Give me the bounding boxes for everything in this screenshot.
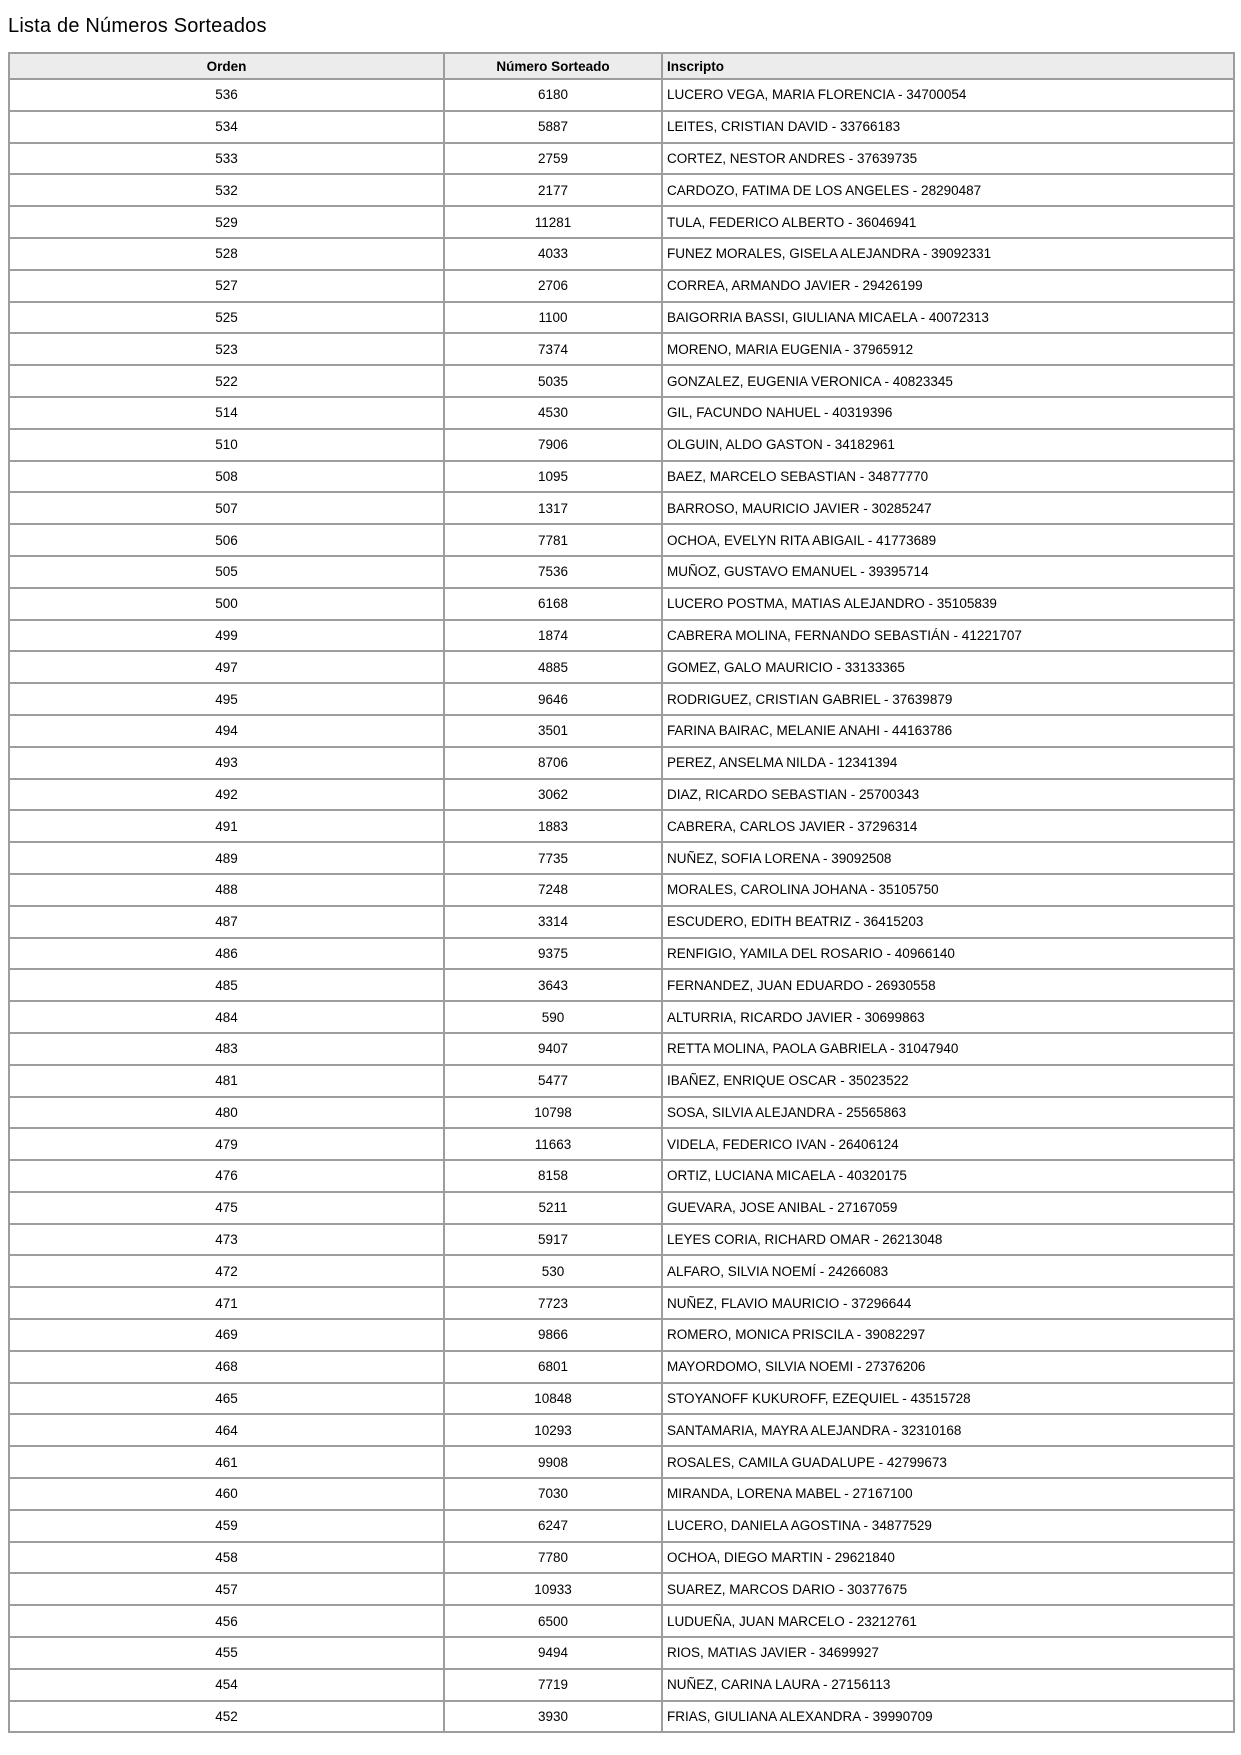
- orden-cell: 507: [9, 492, 444, 524]
- table-header-row: [9, 53, 1234, 79]
- inscripto-cell: CORTEZ, NESTOR ANDRES - 37639735: [662, 143, 1234, 175]
- table-row: [9, 620, 1234, 652]
- table-row: [9, 333, 1234, 365]
- inscripto-cell: VIDELA, FEDERICO IVAN - 26406124: [662, 1128, 1234, 1160]
- orden-cell: 471: [9, 1287, 444, 1319]
- inscripto-cell: RENFIGIO, YAMILA DEL ROSARIO - 40966140: [662, 938, 1234, 970]
- table-row: [9, 969, 1234, 1001]
- inscripto-cell: MIRANDA, LORENA MABEL - 27167100: [662, 1478, 1234, 1510]
- table-row: [9, 1192, 1234, 1224]
- orden-cell: 484: [9, 1001, 444, 1033]
- column-header-orden: Orden: [9, 53, 444, 79]
- orden-cell: 534: [9, 111, 444, 143]
- numero-sorteado-cell: 9407: [444, 1033, 662, 1065]
- numero-sorteado-cell: 530: [444, 1255, 662, 1287]
- numero-sorteado-cell: 4530: [444, 397, 662, 429]
- numero-sorteado-cell: 1874: [444, 620, 662, 652]
- table-row: [9, 938, 1234, 970]
- numero-sorteado-cell: 1095: [444, 461, 662, 493]
- numero-sorteado-cell: 3314: [444, 906, 662, 938]
- orden-cell: 492: [9, 779, 444, 811]
- inscripto-cell: ORTIZ, LUCIANA MICAELA - 40320175: [662, 1160, 1234, 1192]
- numero-sorteado-cell: 2177: [444, 174, 662, 206]
- orden-cell: 465: [9, 1383, 444, 1415]
- numero-sorteado-cell: 5917: [444, 1224, 662, 1256]
- numero-sorteado-cell: 6168: [444, 588, 662, 620]
- orden-cell: 486: [9, 938, 444, 970]
- orden-cell: 480: [9, 1097, 444, 1129]
- inscripto-cell: CABRERA MOLINA, FERNANDO SEBASTIÁN - 41221707: [662, 620, 1234, 652]
- table-row: [9, 1128, 1234, 1160]
- inscripto-cell: BAIGORRIA BASSI, GIULIANA MICAELA - 40072313: [662, 302, 1234, 334]
- orden-cell: 533: [9, 143, 444, 175]
- numero-sorteado-cell: 3501: [444, 715, 662, 747]
- table-row: [9, 397, 1234, 429]
- table-row: [9, 588, 1234, 620]
- numero-sorteado-cell: 7719: [444, 1669, 662, 1701]
- inscripto-cell: NUÑEZ, CARINA LAURA - 27156113: [662, 1669, 1234, 1701]
- table-row: [9, 79, 1234, 111]
- numero-sorteado-cell: 3062: [444, 779, 662, 811]
- inscripto-cell: SUAREZ, MARCOS DARIO - 30377675: [662, 1573, 1234, 1605]
- numero-sorteado-cell: 590: [444, 1001, 662, 1033]
- inscripto-cell: OCHOA, EVELYN RITA ABIGAIL - 41773689: [662, 524, 1234, 556]
- orden-cell: 458: [9, 1542, 444, 1574]
- orden-cell: 468: [9, 1351, 444, 1383]
- page-title: Lista de Números Sorteados: [8, 15, 267, 37]
- inscripto-cell: NUÑEZ, SOFIA LORENA - 39092508: [662, 842, 1234, 874]
- inscripto-cell: NUÑEZ, FLAVIO MAURICIO - 37296644: [662, 1287, 1234, 1319]
- table-row: [9, 1033, 1234, 1065]
- column-header-numero-sorteado: Número Sorteado: [444, 53, 662, 79]
- numero-sorteado-cell: 9908: [444, 1446, 662, 1478]
- inscripto-cell: TULA, FEDERICO ALBERTO - 36046941: [662, 206, 1234, 238]
- numero-sorteado-cell: 7536: [444, 556, 662, 588]
- inscripto-cell: MORALES, CAROLINA JOHANA - 35105750: [662, 874, 1234, 906]
- inscripto-cell: FARINA BAIRAC, MELANIE ANAHI - 44163786: [662, 715, 1234, 747]
- table-row: [9, 810, 1234, 842]
- inscripto-cell: MUÑOZ, GUSTAVO EMANUEL - 39395714: [662, 556, 1234, 588]
- inscripto-cell: LUCERO POSTMA, MATIAS ALEJANDRO - 35105839: [662, 588, 1234, 620]
- orden-cell: 523: [9, 333, 444, 365]
- inscripto-cell: SANTAMARIA, MAYRA ALEJANDRA - 32310168: [662, 1414, 1234, 1446]
- orden-cell: 522: [9, 365, 444, 397]
- numero-sorteado-cell: 1100: [444, 302, 662, 334]
- orden-cell: 514: [9, 397, 444, 429]
- numero-sorteado-cell: 7374: [444, 333, 662, 365]
- table-row: [9, 1287, 1234, 1319]
- orden-cell: 479: [9, 1128, 444, 1160]
- numero-sorteado-cell: 4885: [444, 651, 662, 683]
- orden-cell: 491: [9, 810, 444, 842]
- numero-sorteado-cell: 6500: [444, 1605, 662, 1637]
- orden-cell: 454: [9, 1669, 444, 1701]
- orden-cell: 527: [9, 270, 444, 302]
- inscripto-cell: RODRIGUEZ, CRISTIAN GABRIEL - 37639879: [662, 683, 1234, 715]
- table-row: [9, 429, 1234, 461]
- table-row: [9, 174, 1234, 206]
- orden-cell: 455: [9, 1637, 444, 1669]
- table-row: [9, 270, 1234, 302]
- orden-cell: 464: [9, 1414, 444, 1446]
- table-row: [9, 747, 1234, 779]
- orden-cell: 495: [9, 683, 444, 715]
- orden-cell: 481: [9, 1065, 444, 1097]
- numero-sorteado-cell: 7735: [444, 842, 662, 874]
- inscripto-cell: RIOS, MATIAS JAVIER - 34699927: [662, 1637, 1234, 1669]
- inscripto-cell: LEYES CORIA, RICHARD OMAR - 26213048: [662, 1224, 1234, 1256]
- orden-cell: 532: [9, 174, 444, 206]
- numero-sorteado-cell: 10848: [444, 1383, 662, 1415]
- orden-cell: 483: [9, 1033, 444, 1065]
- orden-cell: 525: [9, 302, 444, 334]
- table-row: [9, 524, 1234, 556]
- orden-cell: 457: [9, 1573, 444, 1605]
- inscripto-cell: LUCERO VEGA, MARIA FLORENCIA - 34700054: [662, 79, 1234, 111]
- orden-cell: 505: [9, 556, 444, 588]
- numero-sorteado-cell: 9866: [444, 1319, 662, 1351]
- table-body: [9, 79, 1234, 1732]
- numero-sorteado-cell: 6247: [444, 1510, 662, 1542]
- inscripto-cell: BARROSO, MAURICIO JAVIER - 30285247: [662, 492, 1234, 524]
- table-row: [9, 1351, 1234, 1383]
- inscripto-cell: CABRERA, CARLOS JAVIER - 37296314: [662, 810, 1234, 842]
- inscripto-cell: OCHOA, DIEGO MARTIN - 29621840: [662, 1542, 1234, 1574]
- inscripto-cell: MORENO, MARIA EUGENIA - 37965912: [662, 333, 1234, 365]
- table-row: [9, 1319, 1234, 1351]
- inscripto-cell: GONZALEZ, EUGENIA VERONICA - 40823345: [662, 365, 1234, 397]
- table-row: [9, 651, 1234, 683]
- orden-cell: 510: [9, 429, 444, 461]
- table-row: [9, 461, 1234, 493]
- inscripto-cell: GOMEZ, GALO MAURICIO - 33133365: [662, 651, 1234, 683]
- numero-sorteado-cell: 5887: [444, 111, 662, 143]
- orden-cell: 528: [9, 238, 444, 270]
- orden-cell: 460: [9, 1478, 444, 1510]
- numero-sorteado-cell: 8158: [444, 1160, 662, 1192]
- orden-cell: 473: [9, 1224, 444, 1256]
- orden-cell: 494: [9, 715, 444, 747]
- column-header-inscripto: Inscripto: [662, 53, 1234, 79]
- numero-sorteado-cell: 7780: [444, 1542, 662, 1574]
- inscripto-cell: ROSALES, CAMILA GUADALUPE - 42799673: [662, 1446, 1234, 1478]
- table-row: [9, 1478, 1234, 1510]
- inscripto-cell: LUCERO, DANIELA AGOSTINA - 34877529: [662, 1510, 1234, 1542]
- inscripto-cell: STOYANOFF KUKUROFF, EZEQUIEL - 43515728: [662, 1383, 1234, 1415]
- orden-cell: 475: [9, 1192, 444, 1224]
- inscripto-cell: FUNEZ MORALES, GISELA ALEJANDRA - 39092331: [662, 238, 1234, 270]
- table-row: [9, 302, 1234, 334]
- table-row: [9, 1097, 1234, 1129]
- numero-sorteado-cell: 10798: [444, 1097, 662, 1129]
- numero-sorteado-cell: 9375: [444, 938, 662, 970]
- table-row: [9, 365, 1234, 397]
- sorted-numbers-table: [8, 52, 1235, 1733]
- table-row: [9, 111, 1234, 143]
- numero-sorteado-cell: 2706: [444, 270, 662, 302]
- numero-sorteado-cell: 1317: [444, 492, 662, 524]
- orden-cell: 506: [9, 524, 444, 556]
- numero-sorteado-cell: 3643: [444, 969, 662, 1001]
- table-row: [9, 492, 1234, 524]
- table-row: [9, 1573, 1234, 1605]
- orden-cell: 487: [9, 906, 444, 938]
- orden-cell: 456: [9, 1605, 444, 1637]
- inscripto-cell: OLGUIN, ALDO GASTON - 34182961: [662, 429, 1234, 461]
- table-row: [9, 1542, 1234, 1574]
- orden-cell: 459: [9, 1510, 444, 1542]
- table-row: [9, 1414, 1234, 1446]
- numero-sorteado-cell: 9646: [444, 683, 662, 715]
- numero-sorteado-cell: 9494: [444, 1637, 662, 1669]
- inscripto-cell: IBAÑEZ, ENRIQUE OSCAR - 35023522: [662, 1065, 1234, 1097]
- inscripto-cell: ESCUDERO, EDITH BEATRIZ - 36415203: [662, 906, 1234, 938]
- orden-cell: 500: [9, 588, 444, 620]
- numero-sorteado-cell: 11281: [444, 206, 662, 238]
- orden-cell: 485: [9, 969, 444, 1001]
- inscripto-cell: BAEZ, MARCELO SEBASTIAN - 34877770: [662, 461, 1234, 493]
- orden-cell: 452: [9, 1701, 444, 1733]
- inscripto-cell: PEREZ, ANSELMA NILDA - 12341394: [662, 747, 1234, 779]
- orden-cell: 488: [9, 874, 444, 906]
- inscripto-cell: RETTA MOLINA, PAOLA GABRIELA - 31047940: [662, 1033, 1234, 1065]
- numero-sorteado-cell: 5211: [444, 1192, 662, 1224]
- table-row: [9, 1510, 1234, 1542]
- table-row: [9, 1001, 1234, 1033]
- table-row: [9, 1701, 1234, 1733]
- numero-sorteado-cell: 7723: [444, 1287, 662, 1319]
- inscripto-cell: GUEVARA, JOSE ANIBAL - 27167059: [662, 1192, 1234, 1224]
- numero-sorteado-cell: 3930: [444, 1701, 662, 1733]
- orden-cell: 497: [9, 651, 444, 683]
- inscripto-cell: ALFARO, SILVIA NOEMÍ - 24266083: [662, 1255, 1234, 1287]
- inscripto-cell: ROMERO, MONICA PRISCILA - 39082297: [662, 1319, 1234, 1351]
- table-row: [9, 1065, 1234, 1097]
- orden-cell: 489: [9, 842, 444, 874]
- table-row: [9, 906, 1234, 938]
- table-row: [9, 1637, 1234, 1669]
- numero-sorteado-cell: 5035: [444, 365, 662, 397]
- table-row: [9, 1446, 1234, 1478]
- numero-sorteado-cell: 11663: [444, 1128, 662, 1160]
- numero-sorteado-cell: 10933: [444, 1573, 662, 1605]
- table-row: [9, 842, 1234, 874]
- inscripto-cell: CARDOZO, FATIMA DE LOS ANGELES - 28290487: [662, 174, 1234, 206]
- numero-sorteado-cell: 7906: [444, 429, 662, 461]
- numero-sorteado-cell: 7248: [444, 874, 662, 906]
- table-row: [9, 238, 1234, 270]
- orden-cell: 499: [9, 620, 444, 652]
- table-row: [9, 779, 1234, 811]
- orden-cell: 536: [9, 79, 444, 111]
- table-row: [9, 874, 1234, 906]
- numero-sorteado-cell: 7030: [444, 1478, 662, 1510]
- table-row: [9, 1224, 1234, 1256]
- table-row: [9, 1160, 1234, 1192]
- table-row: [9, 715, 1234, 747]
- inscripto-cell: DIAZ, RICARDO SEBASTIAN - 25700343: [662, 779, 1234, 811]
- table-row: [9, 1605, 1234, 1637]
- inscripto-cell: SOSA, SILVIA ALEJANDRA - 25565863: [662, 1097, 1234, 1129]
- table-row: [9, 556, 1234, 588]
- inscripto-cell: LUDUEÑA, JUAN MARCELO - 23212761: [662, 1605, 1234, 1637]
- orden-cell: 469: [9, 1319, 444, 1351]
- table-row: [9, 1383, 1234, 1415]
- inscripto-cell: FERNANDEZ, JUAN EDUARDO - 26930558: [662, 969, 1234, 1001]
- orden-cell: 472: [9, 1255, 444, 1287]
- table-row: [9, 1669, 1234, 1701]
- orden-cell: 529: [9, 206, 444, 238]
- inscripto-cell: MAYORDOMO, SILVIA NOEMI - 27376206: [662, 1351, 1234, 1383]
- table-row: [9, 206, 1234, 238]
- numero-sorteado-cell: 6801: [444, 1351, 662, 1383]
- numero-sorteado-cell: 5477: [444, 1065, 662, 1097]
- numero-sorteado-cell: 7781: [444, 524, 662, 556]
- table-row: [9, 1255, 1234, 1287]
- inscripto-cell: GIL, FACUNDO NAHUEL - 40319396: [662, 397, 1234, 429]
- inscripto-cell: FRIAS, GIULIANA ALEXANDRA - 39990709: [662, 1701, 1234, 1733]
- numero-sorteado-cell: 4033: [444, 238, 662, 270]
- table-row: [9, 683, 1234, 715]
- inscripto-cell: ALTURRIA, RICARDO JAVIER - 30699863: [662, 1001, 1234, 1033]
- numero-sorteado-cell: 6180: [444, 79, 662, 111]
- orden-cell: 476: [9, 1160, 444, 1192]
- numero-sorteado-cell: 1883: [444, 810, 662, 842]
- table-row: [9, 143, 1234, 175]
- orden-cell: 508: [9, 461, 444, 493]
- orden-cell: 493: [9, 747, 444, 779]
- numero-sorteado-cell: 8706: [444, 747, 662, 779]
- orden-cell: 461: [9, 1446, 444, 1478]
- inscripto-cell: CORREA, ARMANDO JAVIER - 29426199: [662, 270, 1234, 302]
- numero-sorteado-cell: 2759: [444, 143, 662, 175]
- numero-sorteado-cell: 10293: [444, 1414, 662, 1446]
- inscripto-cell: LEITES, CRISTIAN DAVID - 33766183: [662, 111, 1234, 143]
